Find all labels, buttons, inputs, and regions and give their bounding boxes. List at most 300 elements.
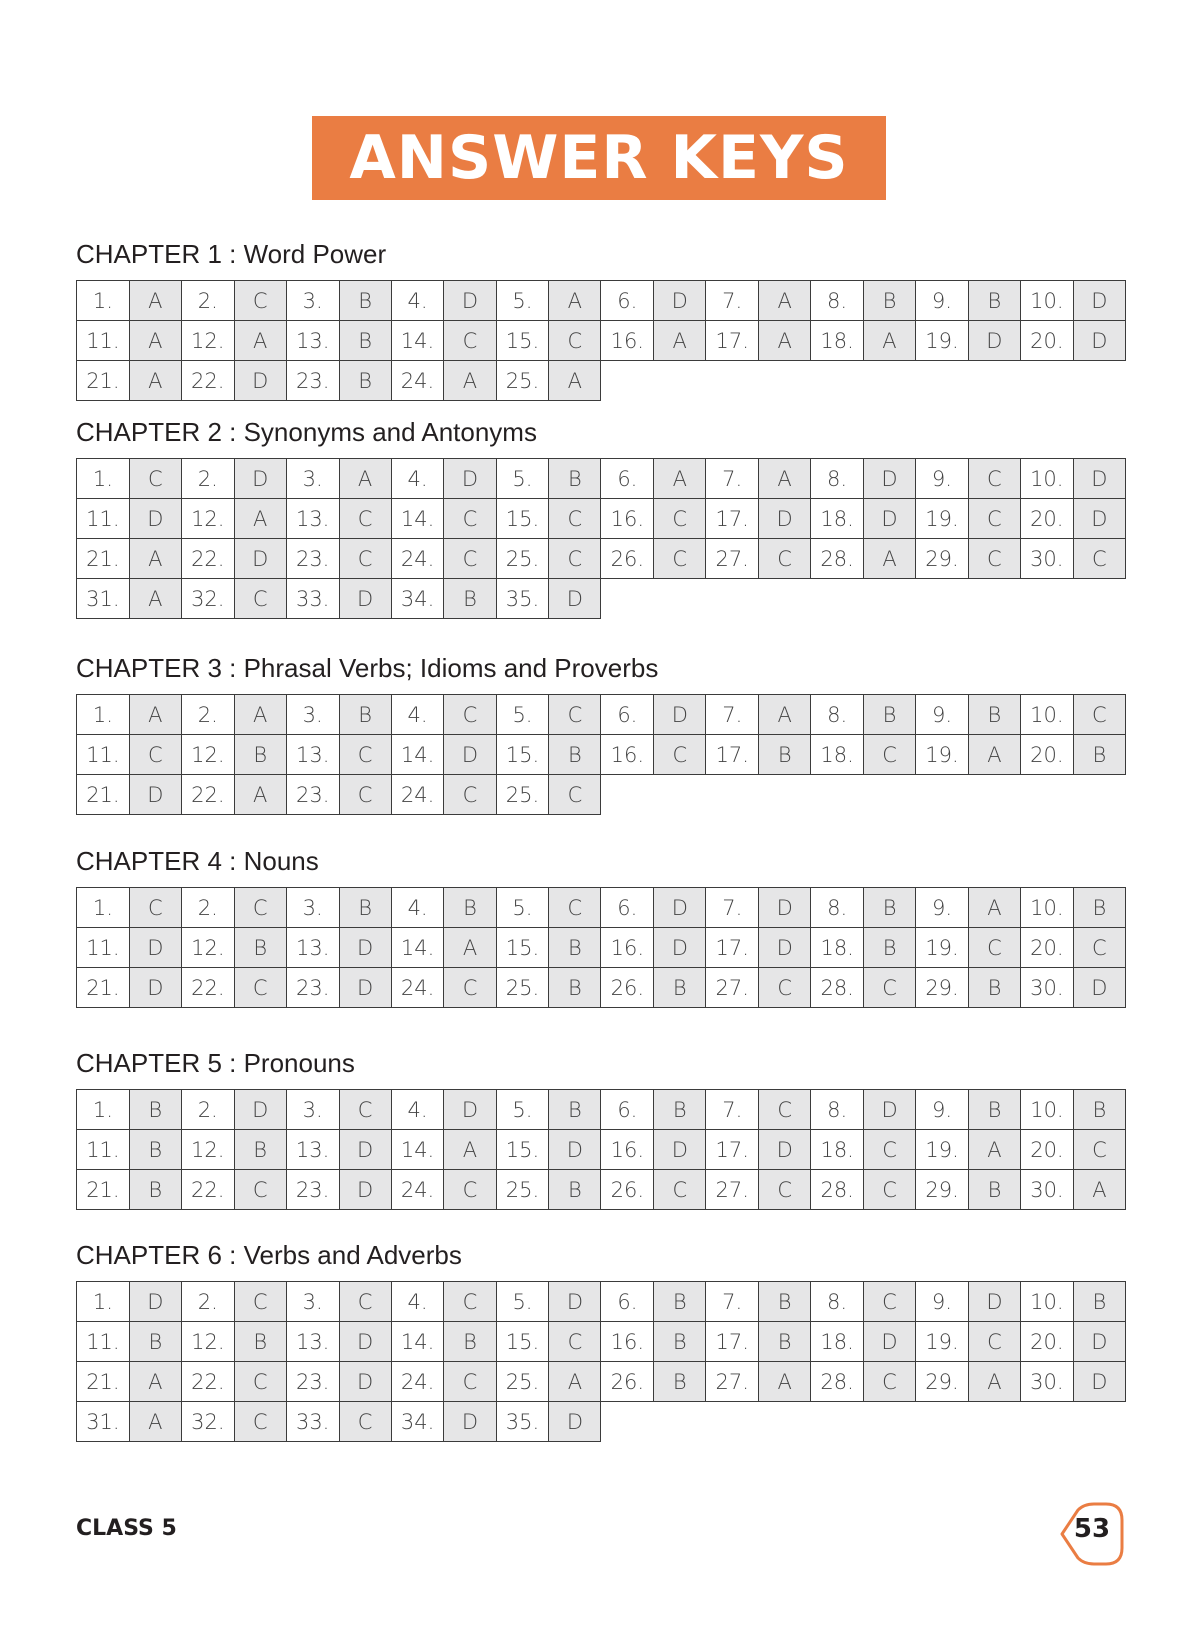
class-label: CLASS 5 xyxy=(76,1516,177,1541)
question-number: 27. xyxy=(706,539,759,579)
question-number: 27. xyxy=(706,1170,759,1210)
chapter-4-title: CHAPTER 4 : Nouns xyxy=(76,846,319,876)
answer-letter: C xyxy=(339,735,391,775)
answer-letter: D xyxy=(1073,321,1125,361)
question-number: 27. xyxy=(706,1362,759,1402)
answer-letter: D xyxy=(129,1282,181,1322)
answer-letter: C xyxy=(654,735,706,775)
question-number: 9. xyxy=(916,459,969,499)
question-number: 22. xyxy=(181,1170,234,1210)
question-number: 15. xyxy=(496,1322,549,1362)
answer-letter: D xyxy=(234,361,286,401)
question-number: 2. xyxy=(181,281,234,321)
question-number: 20. xyxy=(1021,1130,1074,1170)
answer-letter: B xyxy=(759,1322,811,1362)
question-number: 2. xyxy=(181,695,234,735)
answer-letter: B xyxy=(549,459,601,499)
question-number: 11. xyxy=(77,499,130,539)
question-number: 34. xyxy=(391,579,444,619)
answer-letter: C xyxy=(129,888,181,928)
question-number: 16. xyxy=(601,928,654,968)
answer-letter: C xyxy=(444,695,496,735)
answer-letter: D xyxy=(864,1090,916,1130)
question-number: 4. xyxy=(391,459,444,499)
answer-letter: A xyxy=(1073,1170,1125,1210)
question-number: 23. xyxy=(286,361,339,401)
table-row xyxy=(77,968,1126,1008)
answer-letter: D xyxy=(1073,281,1125,321)
chapter-label: CHAPTER 3 xyxy=(76,653,222,683)
answer-letter: A xyxy=(549,361,601,401)
question-number: 10. xyxy=(1021,1090,1074,1130)
answer-letter: B xyxy=(654,1362,706,1402)
answer-letter: C xyxy=(759,1170,811,1210)
answer-letter: A xyxy=(654,459,706,499)
table-row xyxy=(77,499,1126,539)
chapter-label: CHAPTER 2 xyxy=(76,417,222,447)
question-number: 21. xyxy=(77,775,130,815)
question-number: 13. xyxy=(286,499,339,539)
answer-letter: D xyxy=(129,968,181,1008)
answer-letter: D xyxy=(444,1090,496,1130)
answer-letter: D xyxy=(1073,968,1125,1008)
answer-letter: C xyxy=(444,1282,496,1322)
chapter-label: CHAPTER 1 xyxy=(76,239,222,269)
question-number: 1. xyxy=(77,1090,130,1130)
answer-letter: B xyxy=(549,968,601,1008)
question-number: 13. xyxy=(286,735,339,775)
answer-letter: B xyxy=(759,735,811,775)
question-number: 1. xyxy=(77,459,130,499)
question-number: 19. xyxy=(916,1130,969,1170)
question-number: 29. xyxy=(916,539,969,579)
chapter-5-section xyxy=(76,1045,1126,1210)
answer-letter: B xyxy=(1073,1090,1125,1130)
table-row xyxy=(77,361,1126,401)
answer-letter: C xyxy=(549,888,601,928)
answer-letter: D xyxy=(759,499,811,539)
question-number: 17. xyxy=(706,321,759,361)
question-number: 17. xyxy=(706,928,759,968)
answer-letter: D xyxy=(339,1170,391,1210)
question-number: 22. xyxy=(181,968,234,1008)
question-number: 2. xyxy=(181,888,234,928)
chapter-6-section xyxy=(76,1237,1126,1442)
answer-letter: C xyxy=(1073,928,1125,968)
answer-letter: A xyxy=(549,1362,601,1402)
question-number: 35. xyxy=(496,579,549,619)
question-number: 6. xyxy=(601,281,654,321)
answer-letter: A xyxy=(444,361,496,401)
answer-letter: D xyxy=(654,281,706,321)
answer-letter: D xyxy=(444,1402,496,1442)
question-number: 16. xyxy=(601,735,654,775)
question-number: 24. xyxy=(391,361,444,401)
question-number: 1. xyxy=(77,888,130,928)
question-number: 10. xyxy=(1020,888,1073,928)
chapter-1-section xyxy=(76,236,1126,401)
answer-letter: B xyxy=(654,1282,706,1322)
answer-letter: B xyxy=(444,579,496,619)
question-number: 33. xyxy=(286,579,339,619)
question-number: 6. xyxy=(601,695,654,735)
answer-letter: D xyxy=(234,539,286,579)
question-number: 10. xyxy=(1020,281,1073,321)
answer-letter: A xyxy=(129,1362,181,1402)
answer-letter: D xyxy=(339,579,391,619)
table-row xyxy=(77,1170,1126,1210)
answer-letter: D xyxy=(234,459,286,499)
answer-letter: B xyxy=(968,695,1020,735)
question-number: 30. xyxy=(1020,539,1073,579)
answer-letter: C xyxy=(549,775,601,815)
answer-letter: B xyxy=(549,928,601,968)
question-number: 12. xyxy=(181,735,234,775)
question-number: 5. xyxy=(496,888,549,928)
question-number: 21. xyxy=(77,968,130,1008)
question-number: 21. xyxy=(77,361,130,401)
question-number: 31. xyxy=(77,1402,130,1442)
answer-letter: D xyxy=(549,579,601,619)
answer-letter: C xyxy=(444,539,496,579)
table-row xyxy=(77,539,1126,579)
question-number: 16. xyxy=(601,499,654,539)
answer-letter: C xyxy=(549,321,601,361)
answer-letter: D xyxy=(339,1322,391,1362)
answer-letter: A xyxy=(444,928,496,968)
answer-letter: C xyxy=(339,1402,391,1442)
chapter-6-title: CHAPTER 6 : Verbs and Adverbs xyxy=(76,1240,462,1270)
question-number: 24. xyxy=(391,539,444,579)
question-number: 12. xyxy=(181,1130,234,1170)
answer-letter: B xyxy=(339,281,391,321)
chapter-2-title: CHAPTER 2 : Synonyms and Antonyms xyxy=(76,417,537,447)
answer-letter: A xyxy=(234,321,286,361)
question-number: 16. xyxy=(601,1130,654,1170)
question-number: 28. xyxy=(811,1170,864,1210)
answer-letter: B xyxy=(339,361,391,401)
question-number: 9. xyxy=(916,1090,969,1130)
answer-letter: D xyxy=(444,735,496,775)
answer-letter: D xyxy=(968,1282,1020,1322)
answer-letter: C xyxy=(234,281,286,321)
answer-letter: C xyxy=(968,928,1020,968)
answer-letter: C xyxy=(968,459,1020,499)
answer-letter: B xyxy=(129,1130,181,1170)
answer-letter: D xyxy=(759,888,811,928)
answer-letter: B xyxy=(339,321,391,361)
question-number: 17. xyxy=(706,1322,759,1362)
table-row xyxy=(77,1362,1126,1402)
question-number: 19. xyxy=(916,499,969,539)
question-number: 17. xyxy=(706,735,759,775)
question-number: 14. xyxy=(391,928,444,968)
answer-letter: C xyxy=(129,735,181,775)
answer-letter: C xyxy=(339,539,391,579)
question-number: 13. xyxy=(286,1322,339,1362)
answer-letter: A xyxy=(759,321,811,361)
answer-letter: A xyxy=(444,1130,496,1170)
answer-letter: D xyxy=(1073,459,1125,499)
question-number: 18. xyxy=(811,321,864,361)
answer-letter: C xyxy=(339,499,391,539)
question-number: 11. xyxy=(77,321,130,361)
question-number: 24. xyxy=(391,775,444,815)
answer-letter: C xyxy=(444,968,496,1008)
answer-letter: C xyxy=(444,1170,496,1210)
answer-letter: D xyxy=(968,321,1020,361)
chapter-name: Word Power xyxy=(243,239,387,269)
answer-letter: C xyxy=(444,499,496,539)
question-number: 35. xyxy=(496,1402,549,1442)
question-number: 14. xyxy=(391,499,444,539)
answer-letter: C xyxy=(234,1402,286,1442)
question-number: 25. xyxy=(496,1362,549,1402)
question-number: 20. xyxy=(1020,735,1073,775)
question-number: 12. xyxy=(181,499,234,539)
question-number: 7. xyxy=(706,695,759,735)
answer-letter: D xyxy=(863,499,915,539)
answer-letter: C xyxy=(549,695,601,735)
answer-letter: B xyxy=(864,695,916,735)
answer-letter: B xyxy=(444,1322,496,1362)
question-number: 8. xyxy=(811,281,864,321)
answer-letter: A xyxy=(234,499,286,539)
question-number: 22. xyxy=(181,361,234,401)
chapter-name: Nouns xyxy=(243,846,319,876)
answer-letter: C xyxy=(864,735,916,775)
question-number: 14. xyxy=(391,1322,444,1362)
answer-letter: B xyxy=(234,928,286,968)
table-row xyxy=(77,321,1126,361)
question-number: 20. xyxy=(1020,928,1073,968)
question-number: 5. xyxy=(496,1090,549,1130)
answer-letter: A xyxy=(549,281,601,321)
answer-letter: D xyxy=(654,1130,706,1170)
question-number: 25. xyxy=(496,968,549,1008)
question-number: 25. xyxy=(496,775,549,815)
question-number: 3. xyxy=(286,281,339,321)
answer-letter: A xyxy=(129,695,181,735)
question-number: 16. xyxy=(601,321,654,361)
answer-letter: D xyxy=(1073,499,1125,539)
question-number: 26. xyxy=(601,968,654,1008)
answer-letter: B xyxy=(654,1090,706,1130)
question-number: 7. xyxy=(706,281,759,321)
question-number: 4. xyxy=(391,1282,444,1322)
question-number: 32. xyxy=(181,1402,234,1442)
answer-letter: B xyxy=(129,1322,181,1362)
question-number: 30. xyxy=(1020,1362,1073,1402)
answer-letter: B xyxy=(864,888,916,928)
question-number: 23. xyxy=(286,1170,339,1210)
answer-letter: D xyxy=(234,1090,286,1130)
page-number: 53 xyxy=(1073,1514,1111,1544)
answer-letter: A xyxy=(129,321,181,361)
answer-letter: C xyxy=(968,539,1020,579)
question-number: 7. xyxy=(706,1282,759,1322)
answer-letter: B xyxy=(234,1130,286,1170)
question-number: 4. xyxy=(391,1090,444,1130)
question-number: 14. xyxy=(391,1130,444,1170)
question-number: 16. xyxy=(601,1322,654,1362)
question-number: 10. xyxy=(1020,1282,1073,1322)
chapter-3-title: CHAPTER 3 : Phrasal Verbs; Idioms and Proverbs xyxy=(76,653,659,683)
question-number: 2. xyxy=(181,1282,234,1322)
answer-letter: C xyxy=(339,1090,391,1130)
question-number: 19. xyxy=(916,1322,969,1362)
answer-letter: C xyxy=(863,1362,915,1402)
question-number: 19. xyxy=(916,735,969,775)
answer-letter: C xyxy=(129,459,181,499)
table-row xyxy=(77,459,1126,499)
table-row xyxy=(77,1282,1126,1322)
answer-letter: C xyxy=(864,968,916,1008)
answer-letter: C xyxy=(654,1170,706,1210)
answer-letter: A xyxy=(129,281,181,321)
question-number: 20. xyxy=(1020,321,1073,361)
question-number: 28. xyxy=(811,1362,864,1402)
answer-letter: C xyxy=(759,539,811,579)
answer-letter: A xyxy=(129,539,181,579)
answer-letter: B xyxy=(1073,735,1125,775)
answer-letter: D xyxy=(549,1130,601,1170)
answer-letter: C xyxy=(863,1282,915,1322)
answer-letter: C xyxy=(549,539,601,579)
chapter-2-answer-table xyxy=(76,458,1126,619)
question-number: 8. xyxy=(811,888,864,928)
answer-letter: D xyxy=(339,1130,391,1170)
answer-letter: C xyxy=(234,1282,286,1322)
answer-letter: D xyxy=(863,1322,915,1362)
answer-letter: C xyxy=(864,1170,916,1210)
question-number: 18. xyxy=(811,1322,864,1362)
question-number: 20. xyxy=(1020,499,1073,539)
table-row xyxy=(77,1130,1126,1170)
question-number: 18. xyxy=(811,499,864,539)
question-number: 22. xyxy=(181,1362,234,1402)
answer-letter: B xyxy=(864,928,916,968)
question-number: 19. xyxy=(916,928,969,968)
answer-letter: B xyxy=(1073,1282,1125,1322)
question-number: 4. xyxy=(391,888,444,928)
question-number: 12. xyxy=(181,928,234,968)
table-row xyxy=(77,1090,1126,1130)
question-number: 15. xyxy=(496,499,549,539)
question-number: 13. xyxy=(286,1130,339,1170)
question-number: 14. xyxy=(391,321,444,361)
question-number: 13. xyxy=(286,928,339,968)
answer-letter: A xyxy=(654,321,706,361)
question-number: 17. xyxy=(706,499,759,539)
chapter-label: CHAPTER 6 xyxy=(76,1240,222,1270)
question-number: 25. xyxy=(496,1170,549,1210)
answer-letter: D xyxy=(654,888,706,928)
question-number: 5. xyxy=(496,281,549,321)
answer-letter: C xyxy=(1073,1130,1125,1170)
answer-letter: B xyxy=(549,1090,601,1130)
question-number: 31. xyxy=(77,579,130,619)
answer-letter: B xyxy=(968,1170,1020,1210)
answer-letter: A xyxy=(968,735,1020,775)
question-number: 15. xyxy=(496,928,549,968)
answer-letter: A xyxy=(129,1402,181,1442)
question-number: 4. xyxy=(391,695,444,735)
answer-letter: C xyxy=(339,775,391,815)
table-row xyxy=(77,281,1126,321)
answer-letter: C xyxy=(864,1130,916,1170)
chapter-1-title: CHAPTER 1 : Word Power xyxy=(76,239,387,269)
question-number: 23. xyxy=(286,1362,339,1402)
question-number: 9. xyxy=(916,1282,969,1322)
question-number: 21. xyxy=(77,1362,130,1402)
question-number: 29. xyxy=(916,1362,969,1402)
answer-letter: A xyxy=(968,1362,1020,1402)
answer-letter: A xyxy=(759,281,811,321)
question-number: 12. xyxy=(181,1322,234,1362)
question-number: 4. xyxy=(391,281,444,321)
answer-letter: C xyxy=(549,1322,601,1362)
answer-letter: D xyxy=(549,1282,601,1322)
answer-letter: B xyxy=(968,281,1020,321)
question-number: 28. xyxy=(811,539,864,579)
question-number: 3. xyxy=(286,1282,339,1322)
answer-letter: A xyxy=(968,888,1020,928)
answer-letter: C xyxy=(234,888,286,928)
chapter-name: Verbs and Adverbs xyxy=(243,1240,462,1270)
chapter-name: Phrasal Verbs; Idioms and Proverbs xyxy=(243,653,659,683)
question-number: 14. xyxy=(391,735,444,775)
answer-letter: A xyxy=(234,695,286,735)
question-number: 25. xyxy=(496,539,549,579)
question-number: 3. xyxy=(286,695,339,735)
question-number: 2. xyxy=(181,459,234,499)
question-number: 6. xyxy=(601,459,654,499)
question-number: 10. xyxy=(1020,459,1073,499)
answer-letter: B xyxy=(654,1322,706,1362)
question-number: 11. xyxy=(77,1322,130,1362)
question-number: 6. xyxy=(601,888,654,928)
question-number: 18. xyxy=(811,735,864,775)
question-number: 5. xyxy=(496,695,549,735)
answer-letter: A xyxy=(968,1130,1020,1170)
answer-letter: A xyxy=(863,321,915,361)
question-number: 8. xyxy=(811,695,864,735)
answer-letter: C xyxy=(654,539,706,579)
answer-letter: B xyxy=(863,281,915,321)
answer-letter: D xyxy=(444,459,496,499)
answer-letter: A xyxy=(129,579,181,619)
question-number: 10. xyxy=(1020,695,1073,735)
chapter-4-answer-table xyxy=(76,887,1126,1008)
question-number: 5. xyxy=(496,1282,549,1322)
table-row xyxy=(77,579,1126,619)
answer-letter: C xyxy=(549,499,601,539)
answer-letter: D xyxy=(863,459,915,499)
question-number: 23. xyxy=(286,539,339,579)
question-number: 9. xyxy=(916,695,969,735)
answer-letter: D xyxy=(549,1402,601,1442)
question-number: 23. xyxy=(286,968,339,1008)
question-number: 33. xyxy=(286,1402,339,1442)
answer-letter: C xyxy=(234,579,286,619)
question-number: 1. xyxy=(77,1282,130,1322)
chapter-5-answer-table xyxy=(76,1089,1126,1210)
answer-letter: C xyxy=(234,968,286,1008)
chapter-6-answer-table xyxy=(76,1281,1126,1442)
question-number: 30. xyxy=(1021,1170,1074,1210)
question-number: 25. xyxy=(496,361,549,401)
